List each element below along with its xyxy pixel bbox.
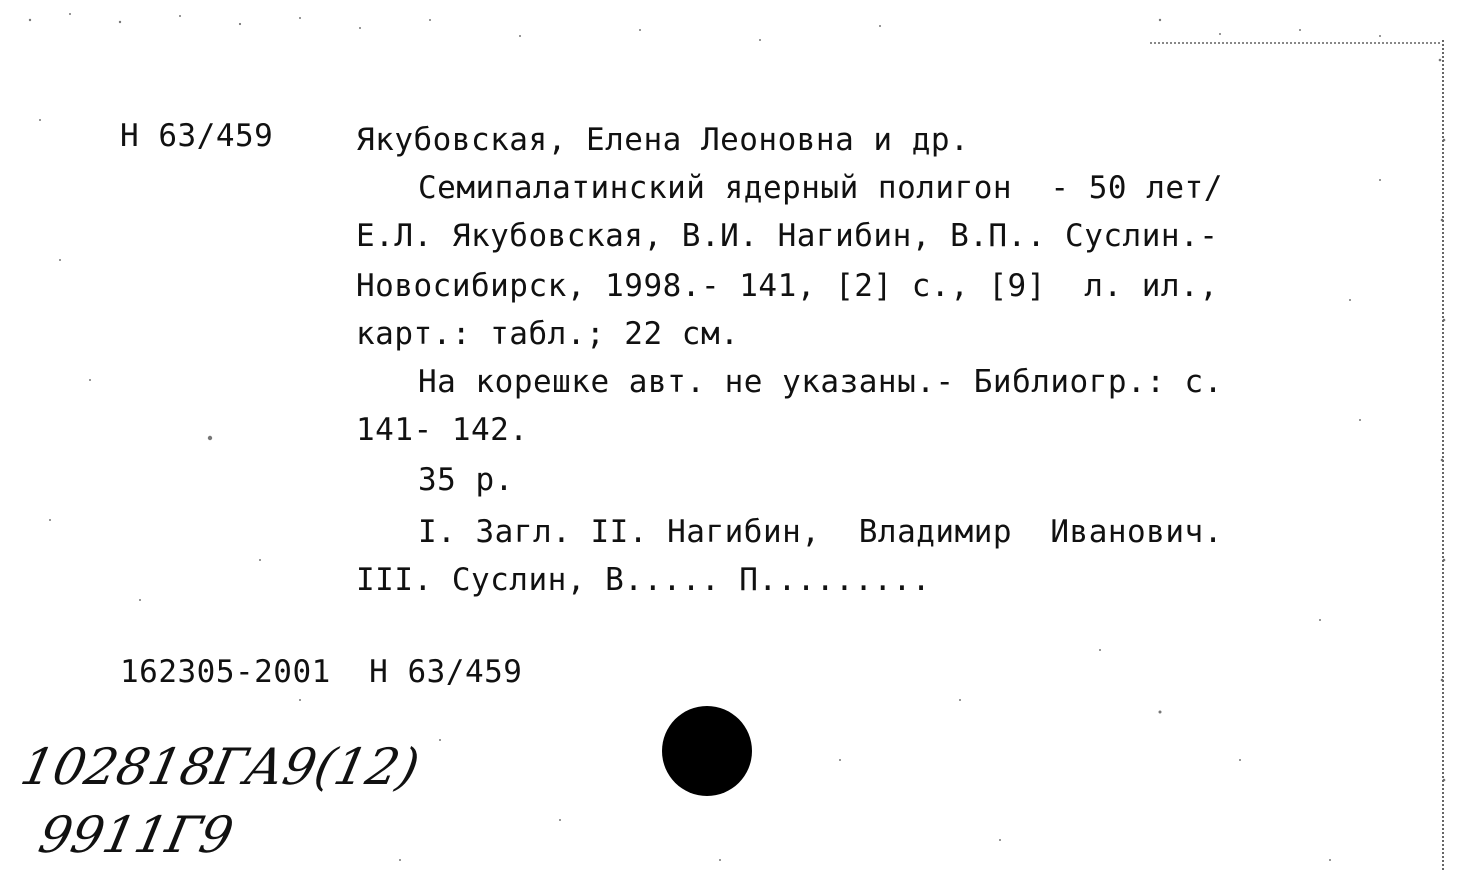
card-right-edge — [1440, 40, 1444, 870]
title-line-2: Е.Л. Якубовская, В.И. Нагибин, В.П.. Суслин.- — [356, 218, 1219, 254]
card-top-edge — [1150, 42, 1440, 44]
handwritten-line-1: 102818ГА9(12) — [15, 738, 425, 796]
punch-hole — [662, 706, 752, 796]
author-heading: Якубовская, Елена Леоновна и др. — [356, 122, 970, 158]
title-line-4: карт.: табл.; 22 см. — [356, 316, 740, 352]
call-number: Н 63/459 — [120, 118, 274, 154]
title-line-3: Новосибирск, 1998.- 141, [2] с., [9] л. ил., — [356, 268, 1219, 304]
note-line-2: 141- 142. — [356, 412, 529, 448]
handwritten-line-2: 9911Г9 — [33, 806, 239, 864]
tracings-line-2: III. Суслин, В..... П......... — [356, 562, 931, 598]
note-line-1: На корешке авт. не указаны.- Библиогр.: с. — [418, 364, 1223, 400]
price: 35 р. — [418, 462, 514, 498]
title-line-1: Семипалатинский ядерный полигон - 50 лет/ — [418, 170, 1223, 206]
accession-line: 162305-2001 Н 63/459 — [120, 654, 523, 690]
tracings-line-1: I. Загл. II. Нагибин, Владимир Иванович. — [418, 514, 1223, 550]
